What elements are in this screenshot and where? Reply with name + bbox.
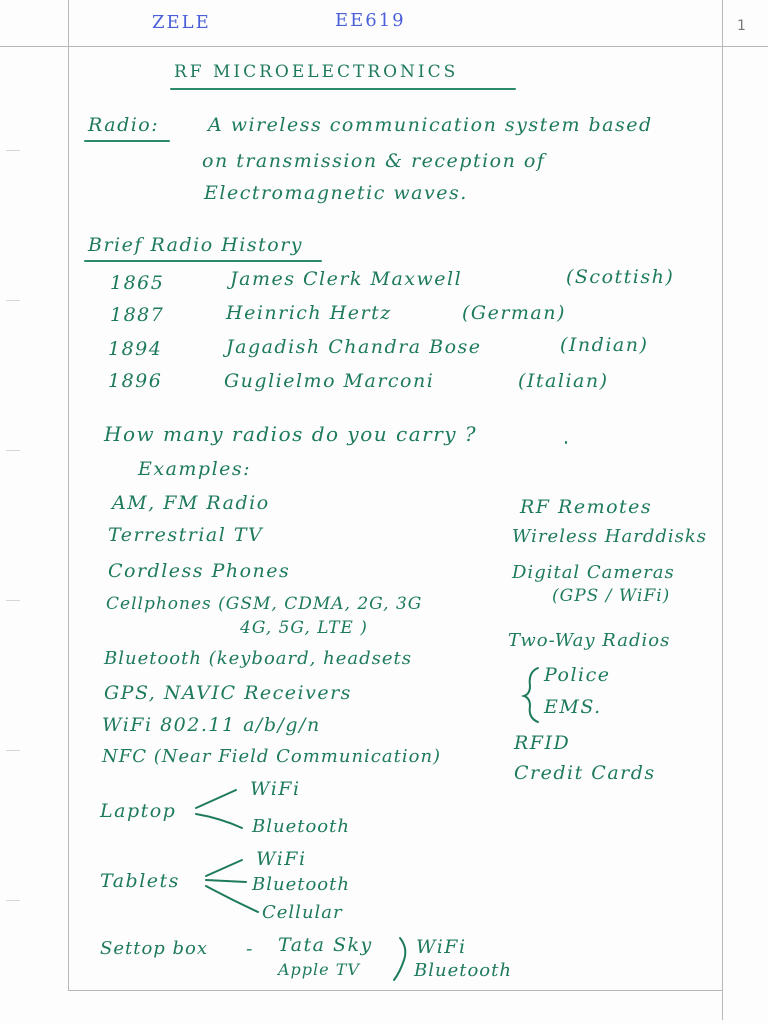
history-person: Guglielmo Marconi: [224, 370, 435, 392]
history-origin: (Scottish): [566, 266, 675, 288]
tablets-label: Tablets: [100, 870, 180, 892]
example-item: Police: [544, 664, 611, 686]
history-origin: (Indian): [560, 334, 649, 356]
example-item: Digital Cameras: [512, 562, 675, 583]
settop-connectivity: Bluetooth: [414, 960, 512, 981]
radio-definition-line-1: A wireless communication system based: [208, 114, 653, 136]
history-year: 1896: [108, 370, 163, 392]
history-heading: Brief Radio History: [88, 234, 304, 256]
history-year: 1887: [110, 304, 165, 326]
laptop-branch-upper: [196, 790, 236, 808]
examples-label: Examples:: [138, 458, 252, 480]
example-item: (GPS / WiFi): [552, 586, 671, 606]
history-year: 1894: [108, 338, 163, 360]
radio-term: Radio:: [88, 114, 160, 136]
example-item: EMS.: [544, 696, 602, 718]
example-item: Wireless Harddisks: [512, 526, 708, 547]
settop-dash: -: [246, 938, 254, 960]
example-item: Cellphones (GSM, CDMA, 2G, 3G: [106, 594, 423, 614]
example-item: Bluetooth (keyboard, headsets: [104, 648, 412, 669]
example-item: Terrestrial TV: [108, 524, 264, 546]
history-person: Heinrich Hertz: [226, 302, 392, 324]
example-item: Cordless Phones: [108, 560, 291, 582]
police-ems-brace: [524, 668, 538, 722]
history-year: 1865: [110, 272, 165, 294]
header-name: ZELE: [152, 12, 211, 33]
example-item: Two-Way Radios: [508, 630, 671, 651]
example-item: NFC (Near Field Communication): [102, 746, 442, 767]
settop-item: Tata Sky: [278, 934, 373, 956]
example-item: Credit Cards: [514, 762, 656, 784]
tablets-item: WiFi: [256, 848, 307, 870]
settop-label: Settop box: [100, 938, 209, 959]
tablets-branch-upper: [206, 860, 242, 876]
page-title: RF MICROELECTRONICS: [174, 62, 459, 82]
history-person: Jagadish Chandra Bose: [226, 336, 482, 358]
page-number: 1: [737, 18, 746, 34]
example-item: 4G, 5G, LTE ): [240, 618, 368, 638]
laptop-label: Laptop: [100, 800, 177, 822]
settop-brace: [394, 938, 405, 980]
example-item: WiFi 802.11 a/b/g/n: [102, 714, 321, 736]
radio-definition-line-3: Electromagnetic waves.: [204, 182, 468, 204]
tablets-branch-middle: [206, 880, 246, 882]
example-item: GPS, NAVIC Receivers: [104, 682, 352, 704]
example-item: RFID: [514, 732, 571, 754]
settop-connectivity: WiFi: [416, 936, 467, 958]
laptop-item: WiFi: [250, 778, 301, 800]
laptop-branch-lower: [196, 814, 242, 828]
history-person: James Clerk Maxwell: [230, 268, 463, 290]
tablets-item: Bluetooth: [252, 874, 350, 895]
settop-item: Apple TV: [278, 960, 360, 979]
history-origin: (Italian): [518, 370, 609, 392]
tablets-item: Cellular: [262, 902, 343, 923]
radio-definition-line-2: on transmission & reception of: [202, 150, 546, 172]
laptop-item: Bluetooth: [252, 816, 350, 837]
history-origin: (German): [462, 302, 566, 324]
example-item: RF Remotes: [520, 496, 653, 518]
example-item: AM, FM Radio: [112, 492, 270, 514]
question: How many radios do you carry ?: [104, 422, 478, 446]
header-course: EE619: [335, 10, 406, 31]
tablets-branch-lower: [206, 886, 258, 912]
